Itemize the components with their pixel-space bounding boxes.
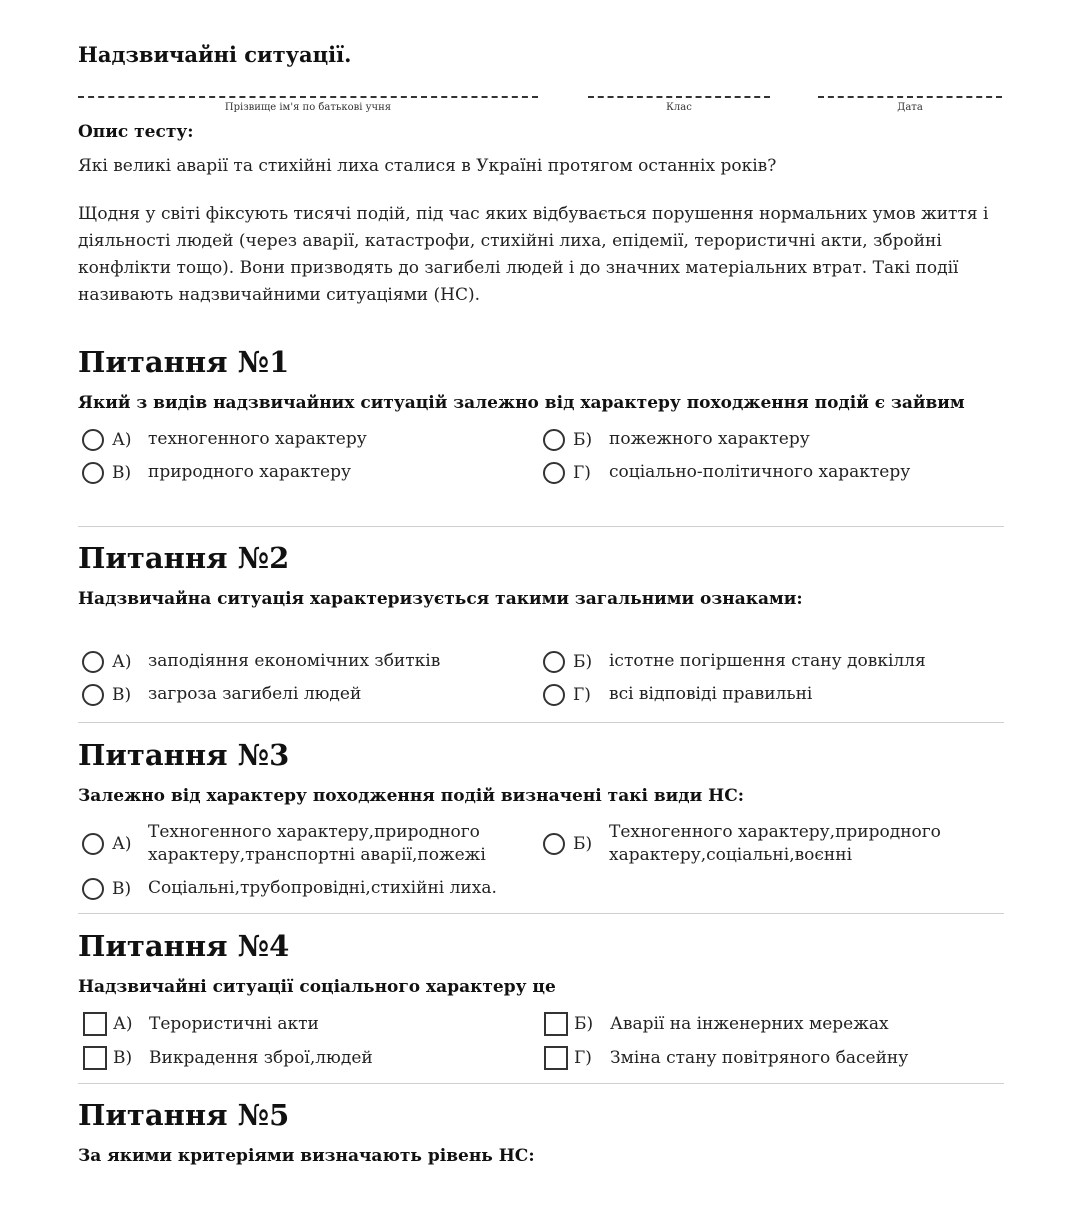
checkbox[interactable] [544,1046,568,1070]
option-v[interactable] [78,1046,539,1070]
question-1 [78,344,1004,527]
option-letter: Г) [574,1048,592,1068]
description-paragraph: Щодня у світі фіксують тисячі подій, під час яких відбувається порушення нормальних умов життя і діяльності людей (через аварії, катастрофи, стихійні лиха, епідемії, терористичні акти, збройні конфлікти тощо). Вони призводять до загибелі людей і до значних матеріальних втрат. Такі події називають надзвичайними ситуаціями (НС). [78,204,989,305]
option-letter: Б) [573,429,593,450]
radio-button[interactable] [543,833,565,855]
option-a[interactable] [78,821,539,867]
option-letter: Б) [574,1014,594,1034]
question-2 [78,540,1004,723]
question-text: За якими критеріями визначають рівень НС: [78,1146,535,1166]
option-v[interactable] [78,461,539,484]
option-text: загроза загибелі людей [148,684,362,704]
option-letter: Г) [573,684,591,705]
question-5 [78,1097,1004,1187]
option-v[interactable] [78,683,539,706]
student-name-line [78,88,538,98]
radio-button[interactable] [82,878,104,900]
question-text: Залежно від характеру походження подій визначені такі види НС: [78,786,745,806]
option-letter: Б) [573,651,593,672]
option-text: соціально-політичного характеру [609,462,911,482]
radio-button[interactable] [82,462,104,484]
option-letter: Г) [573,462,591,483]
option-b[interactable] [539,428,1004,451]
option-text: техногенного характеру [148,429,367,449]
option-g[interactable] [539,461,1004,484]
option-letter: В) [112,462,132,483]
radio-button[interactable] [543,684,565,706]
option-a[interactable] [78,650,539,673]
option-g[interactable] [539,683,1004,706]
radio-button[interactable] [82,684,104,706]
option-v[interactable] [78,877,539,900]
option-text: Аварії на інженерних мережах [610,1013,889,1034]
radio-button[interactable] [543,429,565,451]
checkbox[interactable] [544,1012,568,1036]
option-text: Терористичні акти [149,1013,319,1034]
radio-button[interactable] [82,429,104,451]
option-text: всі відповіді правильні [609,684,813,704]
class-line [588,88,770,98]
date-field[interactable] [818,88,1002,118]
checkbox[interactable] [83,1012,107,1036]
option-letter: А) [112,429,132,450]
date-caption: Дата [897,102,923,113]
question-text: Надзвичайні ситуації соціального характеру це [78,977,556,997]
question-heading: Питання №3 [78,738,290,772]
option-b[interactable] [539,821,1004,867]
question-heading: Питання №1 [78,345,290,379]
question-text: Надзвичайна ситуація характеризується такими загальними ознаками: [78,589,803,609]
option-a[interactable] [78,428,539,451]
option-letter: В) [113,1048,133,1068]
option-letter: В) [112,684,132,705]
description-question: Які великі аварії та стихійні лиха сталися в Україні протягом останніх років? [78,156,777,176]
question-heading: Питання №5 [78,1098,290,1132]
option-b[interactable] [539,650,1004,673]
option-letter: В) [112,878,132,899]
option-a[interactable] [78,1012,539,1036]
description-heading: Опис тесту: [78,122,194,142]
option-text: Техногенного характеру,природного характеру,транспортні аварії,пожежі [148,822,486,865]
student-name-caption: Прізвище ім'я по батькові учня [224,102,392,113]
radio-button[interactable] [82,833,104,855]
option-letter: А) [113,1014,133,1034]
option-text: істотне погіршення стану довкілля [609,651,926,671]
radio-button[interactable] [543,651,565,673]
option-text: пожежного характеру [609,429,810,449]
question-heading: Питання №4 [78,929,290,963]
option-b[interactable] [539,1012,1004,1036]
option-text: Соціальні,трубопровідні,стихійні лиха. [148,878,497,898]
option-text: природного характеру [148,462,351,482]
class-caption: Клас [666,102,692,113]
option-letter: А) [112,834,132,854]
class-field[interactable] [588,88,770,118]
option-text: заподіяння економічних збитків [148,651,441,671]
page-title: Надзвичайні ситуації. [78,42,352,67]
question-text: Який з видів надзвичайних ситуацій залежно від характеру походження подій є зайвим [78,393,965,413]
option-text: Техногенного характеру,природного характеру,соціальні,воєнні [609,822,941,865]
checkbox[interactable] [83,1046,107,1070]
question-3 [78,737,1004,914]
radio-button[interactable] [82,651,104,673]
date-line [818,88,1002,98]
student-name-field[interactable] [78,88,538,118]
option-letter: Б) [573,834,593,854]
question-heading: Питання №2 [78,541,290,575]
option-text: Зміна стану повітряного басейну [610,1047,909,1068]
option-letter: А) [112,651,132,672]
question-4 [78,928,1004,1084]
option-text: Викрадення зброї,людей [149,1047,373,1068]
radio-button[interactable] [543,462,565,484]
option-g[interactable] [539,1046,1004,1070]
